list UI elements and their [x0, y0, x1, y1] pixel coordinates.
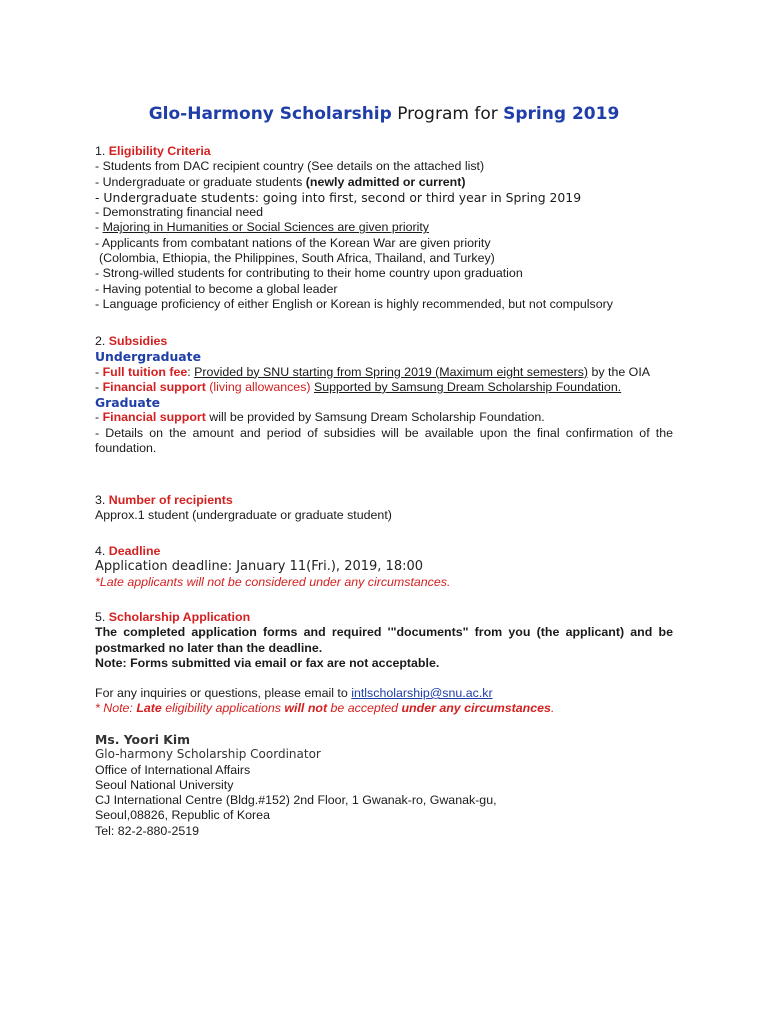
title-term: Spring 2019 — [503, 104, 620, 124]
note-late: Late — [136, 701, 162, 716]
deadline-text: Application deadline: January 11(Fri.), 2019, 18:00 — [95, 559, 424, 575]
inquiries-line — [95, 686, 673, 701]
section-title: Eligibility Criteria — [108, 144, 211, 158]
section-number: 5. — [95, 610, 109, 624]
contact-address-line1: CJ International Centre (Bldg.#152) 2nd Floor, 1 Gwanak-ro, Gwanak-gu, — [95, 793, 497, 808]
contact-role: Glo-harmony Scholarship Coordinator — [95, 747, 321, 762]
section-number: 2. — [95, 334, 109, 348]
graduate-heading: Graduate — [95, 395, 161, 411]
contact-address-line2: Seoul,08826, Republic of Korea — [95, 808, 270, 823]
contact-name: Ms. Yoori Kim — [95, 732, 191, 747]
section-subsidies — [95, 334, 673, 456]
list-item: - Applicants from combatant nations of the Korean War are given priority — [95, 235, 491, 250]
undergrad-financial-item — [95, 380, 673, 395]
list-item-dash: - — [95, 220, 103, 235]
section-number: 1. — [95, 144, 109, 158]
contact-office: Office of International Affairs — [95, 762, 251, 777]
section-heading — [95, 334, 673, 349]
list-item: - Demonstrating financial need — [95, 205, 264, 220]
list-item-text: - Undergraduate or graduate students — [95, 174, 306, 189]
section-recipients — [95, 493, 673, 524]
list-item — [95, 175, 673, 190]
graduate-financial-item — [95, 410, 673, 425]
section-eligibility — [95, 144, 673, 312]
list-item-dash: - — [95, 379, 103, 394]
list-item — [95, 220, 673, 235]
contact-university: Seoul National University — [95, 777, 234, 792]
tuition-tail: by the OIA — [588, 364, 651, 379]
note-period: . — [550, 701, 555, 716]
financial-label: Financial support — [102, 379, 206, 394]
title-program-name: Glo-Harmony Scholarship — [148, 104, 392, 124]
application-note: Note: Forms submitted via email or fax are not acceptable. — [95, 655, 440, 670]
note-prefix: * Note: — [95, 701, 137, 716]
section-number: 3. — [95, 493, 109, 507]
inquiries-note — [95, 701, 673, 716]
list-item: - Students from DAC recipient country (See details on the attached list) — [95, 159, 485, 174]
tuition-label: Full tuition fee — [102, 364, 188, 379]
note-text: eligibility applications — [161, 701, 285, 716]
financial-text: will be provided by Samsung Dream Scholarship Foundation. — [205, 410, 545, 425]
list-item-emphasis: (newly admitted or current) — [305, 174, 466, 189]
list-item-dash: - — [95, 410, 103, 425]
section-heading — [95, 610, 673, 625]
list-item: - Strong-willed students for contributing to their home country upon graduation — [95, 266, 523, 281]
section-title: Subsidies — [108, 334, 168, 348]
application-text: The completed application forms and required '"documents" from you (the applicant) and be postmarked no later than the deadline. — [95, 625, 673, 655]
list-item-underlined: Majoring in Humanities or Social Sciences are given priority — [102, 220, 430, 235]
section-title: Number of recipients — [108, 493, 233, 507]
tuition-text: Provided by SNU starting from Spring 2019 (Maximum eight semesters) — [194, 364, 589, 379]
undergraduate-heading: Undergraduate — [95, 349, 201, 365]
recipients-text: Approx.1 student (undergraduate or graduate student) — [95, 508, 392, 523]
document-title — [95, 104, 673, 124]
section-application — [95, 610, 673, 671]
tuition-colon: : — [187, 364, 195, 379]
list-item-dash: - — [95, 364, 103, 379]
list-item: - Having potential to become a global leader — [95, 281, 338, 296]
section-heading — [95, 493, 673, 508]
financial-paren: (living allowances) — [205, 379, 314, 394]
list-item: - Undergraduate students: going into first, second or third year in Spring 2019 — [95, 189, 582, 205]
section-number: 4. — [95, 544, 109, 558]
inquiries-block — [95, 686, 673, 717]
financial-label: Financial support — [102, 410, 206, 425]
contact-telephone: Tel: 82-2-880-2519 — [95, 823, 200, 838]
deadline-note: *Late applicants will not be considered under any circumstances. — [95, 574, 451, 589]
note-circumstances: under any circumstances — [401, 701, 551, 716]
contact-block — [95, 732, 673, 839]
section-heading — [95, 544, 673, 559]
note-will-not: will not — [284, 701, 328, 716]
list-item-continuation: (Colombia, Ethiopia, the Philippines, South Africa, Thailand, and Turkey) — [99, 251, 495, 266]
note-text: be accepted — [327, 701, 402, 716]
list-item: - Language proficiency of either English or Korean is highly recommended, but not compulsory — [95, 296, 613, 311]
email-link[interactable]: intlscholarship@snu.ac.kr — [351, 686, 493, 700]
section-heading — [95, 144, 673, 159]
graduate-details-item: - Details on the amount and period of subsidies will be available upon the final confirmation of the foundation. — [95, 425, 673, 456]
section-title: Deadline — [108, 544, 161, 558]
inquiries-text: For any inquiries or questions, please email to — [95, 686, 352, 700]
financial-text: Supported by Samsung Dream Scholarship Foundation. — [313, 379, 622, 394]
title-connector: Program for — [391, 104, 504, 124]
section-deadline — [95, 544, 673, 590]
section-title: Scholarship Application — [108, 610, 251, 624]
undergrad-tuition-item — [95, 365, 673, 380]
